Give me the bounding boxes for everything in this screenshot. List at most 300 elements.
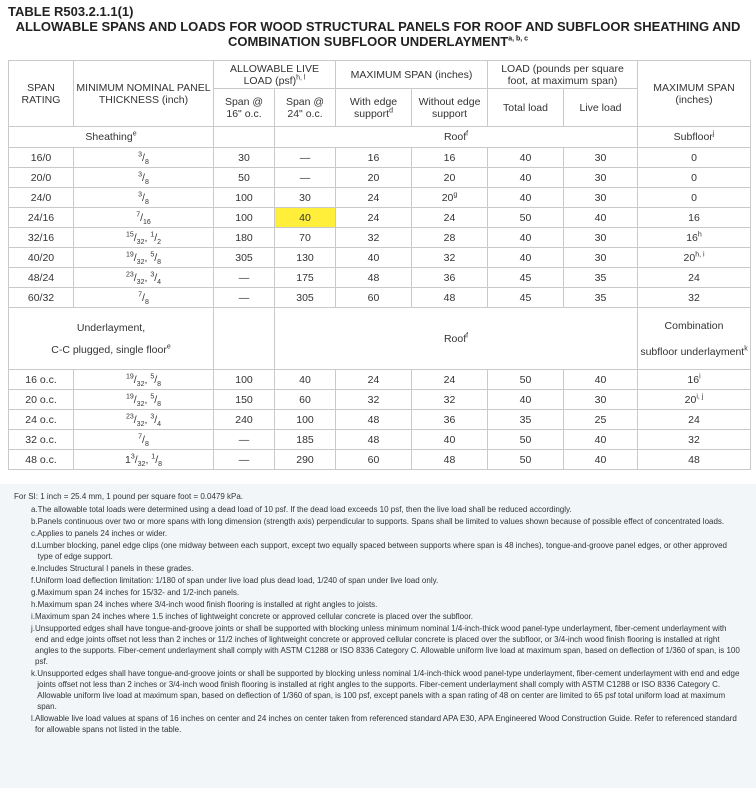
total-load-cell-value: 50 — [519, 433, 532, 446]
table-row — [9, 208, 751, 228]
span16-cell-value: — — [238, 453, 250, 466]
table-row — [9, 450, 751, 470]
span24-cell-value: 70 — [299, 231, 311, 244]
without-edge-cell — [412, 168, 488, 188]
fraction-numerator: 3 — [150, 413, 155, 420]
without-edge-cell — [412, 390, 488, 410]
section-underlayment — [9, 308, 214, 370]
without-edge-cell — [412, 188, 488, 208]
total-load-cell — [488, 188, 564, 208]
si-conversion-note: For SI: 1 inch = 25.4 mm, 1 pound per square foot = 0.0479 kPa. — [14, 492, 244, 501]
span24-cell — [275, 430, 336, 450]
with-edge-cell-value: 40 — [367, 251, 380, 264]
live-load-cell-value: 30 — [594, 251, 607, 264]
fraction-denominator: 8 — [157, 380, 162, 388]
footnote-marker: c. — [31, 529, 38, 538]
live-load-cell-value: 30 — [594, 231, 607, 244]
max-span-cell-footnote: h, i — [695, 251, 705, 258]
roof-footnote: f — [466, 332, 469, 339]
without-edge-cell-value: 32 — [443, 393, 456, 406]
header-with-edge-support: With edge support$^d$ — [336, 89, 412, 127]
total-load-cell-value: 45 — [519, 291, 532, 304]
total-load-cell-value: 40 — [519, 171, 532, 184]
footnote-item — [31, 563, 756, 574]
table-title-block — [0, 0, 756, 49]
span24-cell-value: 40 — [299, 211, 311, 224]
with-edge-cell-value: 24 — [367, 211, 380, 224]
footnote-marker: d. — [31, 541, 38, 550]
without-edge-cell-value: 48 — [443, 291, 456, 304]
span24-cell-value: 130 — [296, 251, 314, 264]
live-load-cell — [564, 228, 638, 248]
footnote-marker: g. — [31, 588, 38, 597]
footnote-marker: b. — [31, 517, 38, 526]
without-edge-cell — [412, 430, 488, 450]
span24-cell — [275, 268, 336, 288]
max-span-cell-footnote: h — [697, 231, 702, 238]
with-edge-cell-value: 24 — [367, 191, 380, 204]
span24-cell-value: 290 — [296, 453, 314, 466]
footnote-item — [31, 611, 756, 622]
footnote-text: Applies to panels 24 inches or wider. — [37, 529, 168, 538]
span16-cell — [214, 188, 275, 208]
section-subfloor: Subfloor$^j$ — [638, 127, 751, 148]
live-load-cell-value: 25 — [594, 413, 607, 426]
span16-cell-value: 150 — [235, 393, 253, 406]
footnote-text: Unsupported edges shall have tongue-and-groove joints or shall be supported with blocking unless minimum nominal 1/4-inch-thick wood panel-type underlayment, fiber-cement underlayment with end and edge joints offset not less than 2 inches or 11/2 inches of lightweight concrete or approved cellular concrete is placed over the subfloor, or 3/4-inch wood finish flooring is installed at right angles to the supports. Fiber-cement underlayment shall comply with ASTM C1288 or ISO 8336 Category C. Allowable uniform live load at maximum span, based on deflection of 1/360 of span, is 100 psf. — [35, 624, 740, 666]
footnotes — [0, 484, 756, 788]
span-rating-cell — [9, 370, 74, 390]
live-load-cell — [564, 208, 638, 228]
span24-cell — [275, 288, 336, 308]
max-span-cell-value: 16 — [688, 211, 700, 224]
max-span-cell — [638, 228, 751, 248]
span24-cell-value: 305 — [296, 291, 314, 304]
span-rating-cell-value: 24 o.c. — [25, 413, 57, 426]
cc-plugged-footnote: e — [166, 343, 171, 350]
max-span-cell — [638, 188, 751, 208]
with-edge-cell — [336, 370, 412, 390]
fraction-denominator: 32 — [136, 278, 145, 286]
footnote-text: Maximum span 24 inches where 3/4-inch wood finish flooring is installed at right angles to joists. — [37, 600, 378, 609]
table-title-line2: COMBINATION SUBFLOOR UNDERLAYMENT$^{a, b, c}$ — [227, 34, 529, 49]
span-rating-cell — [9, 208, 74, 228]
footnote-marker: k. — [31, 669, 38, 678]
table-title-line1: ALLOWABLE SPANS AND LOADS FOR WOOD STRUCTURAL PANELS FOR ROOF AND SUBFLOOR SHEATHING AND — [15, 19, 741, 34]
without-edge-cell-value: 16 — [443, 151, 456, 164]
fraction-denominator: 32 — [136, 400, 145, 408]
span16-cell — [214, 148, 275, 168]
footnote-text: Maximum span 24 inches where 1.5 inches of lightweight concrete or approved cellular concrete is placed over the subfloor. — [35, 612, 474, 621]
live-load-cell — [564, 168, 638, 188]
fraction-denominator: 8 — [144, 158, 149, 166]
thickness-cell: $^7/_8$ — [74, 288, 214, 308]
span24-cell — [275, 188, 336, 208]
live-load-cell-value: 30 — [594, 171, 607, 184]
span16-cell-value: 180 — [235, 231, 253, 244]
max-span-cell-value: 32 — [688, 433, 700, 446]
span24-cell — [275, 228, 336, 248]
total-load-cell — [488, 248, 564, 268]
span16-cell — [214, 288, 275, 308]
footnote-text: Maximum span 24 inches for 15/32- and 1/2-inch panels. — [37, 588, 240, 597]
span16-cell-value: — — [238, 433, 250, 446]
span24-cell-value: 30 — [299, 191, 311, 204]
with-edge-cell-value: 32 — [367, 231, 380, 244]
total-load-cell — [488, 370, 564, 390]
with-edge-cell-value: 16 — [367, 151, 380, 164]
without-edge-cell-value: 48 — [443, 453, 456, 466]
span24-cell — [275, 450, 336, 470]
without-edge-cell — [412, 208, 488, 228]
span-rating-cell — [9, 168, 74, 188]
live-load-cell — [564, 450, 638, 470]
span-rating-cell-value: 16 o.c. — [25, 373, 57, 386]
span-rating-cell — [9, 148, 74, 168]
footnote-marker: e. — [31, 564, 38, 573]
span16-cell — [214, 208, 275, 228]
table-row — [9, 188, 751, 208]
footnote-text: Lumber blocking, panel edge clips (one midway between each support, except two equally spaced between supports where span is 48 inches), tongue-and-groove panel edges, or other approved type of edge support. — [37, 541, 727, 561]
thickness-cell: $^7/_{16}$ — [74, 208, 214, 228]
total-load-cell — [488, 450, 564, 470]
total-load-cell — [488, 410, 564, 430]
fraction-denominator: 8 — [144, 298, 149, 306]
span24-cell-value: 40 — [299, 373, 311, 386]
total-load-cell — [488, 148, 564, 168]
footnote-marker: f. — [31, 576, 36, 585]
footnote-item — [31, 504, 756, 515]
max-span-cell — [638, 288, 751, 308]
table-row — [9, 148, 751, 168]
fraction-numerator: 1 — [151, 453, 156, 460]
live-load-cell — [564, 410, 638, 430]
fraction-numerator: 23 — [125, 413, 134, 420]
live-load-cell-value: 40 — [594, 453, 607, 466]
max-span-cell-value: 0 — [691, 171, 697, 184]
footnote-item — [31, 668, 756, 712]
span16-cell-value: 50 — [238, 171, 250, 184]
total-load-cell-value: 40 — [519, 191, 532, 204]
live-load-cell-value: 40 — [594, 211, 607, 224]
with-edge-cell — [336, 430, 412, 450]
live-load-cell-value: 35 — [594, 291, 607, 304]
thickness-cell: $^{19}/_{32}$, $^5/_8$ — [74, 248, 214, 268]
with-edge-cell-value: 20 — [367, 171, 380, 184]
total-load-cell-value: 45 — [519, 271, 532, 284]
footnote-marker: h. — [31, 600, 38, 609]
section-combination — [638, 308, 751, 370]
span24-cell — [275, 168, 336, 188]
header-maximum-span-right: MAXIMUM SPAN (inches) — [638, 61, 751, 127]
footnote-text: Panels continuous over two or more spans with long dimension (strength axis) perpendicular to supports. Spans shall be limited to values shown because of possible effect of concentrated loads. — [37, 517, 725, 526]
footnote-item — [31, 516, 756, 527]
max-span-cell — [638, 450, 751, 470]
with-edge-cell — [336, 410, 412, 430]
footnote-marker: a. — [31, 505, 38, 514]
underlayment-label: Underlayment, — [76, 321, 146, 334]
total-load-cell — [488, 168, 564, 188]
max-span-cell-value: 48 — [688, 453, 700, 466]
span-rating-cell — [9, 430, 74, 450]
thickness-cell: $1^3/_{32}$, $^1/_8$ — [74, 450, 214, 470]
without-edge-cell — [412, 148, 488, 168]
max-span-cell-value: 0 — [691, 191, 697, 204]
fraction-numerator: 19 — [125, 393, 134, 400]
fraction-denominator: 32 — [136, 380, 145, 388]
live-load-cell — [564, 148, 638, 168]
span24-cell — [275, 148, 336, 168]
live-load-cell-value: 40 — [594, 433, 607, 446]
footnote-item — [31, 528, 756, 539]
max-span-cell-value: 20 — [683, 251, 696, 264]
span24-cell-value: — — [299, 171, 311, 184]
footnote-text: Unsupported edges shall have tongue-and-groove joints or shall be supported by blocking unless nominal 1/4-inch-thick wood panel-type underlayment, fiber-cement underlayment with end and edge joints offset not less than 2 inches or 3/4-inch wood finish flooring is installed at right angles to the supports. Fiber-cement underlayment shall comply with ASTM C1288 or ISO 8336 Category C. Allowable uniform live load at maximum span, based on deflection of 1/360 of span, is 100 psf, except panels with a span rating of 48 on center are limited to 65 psf total uniform load at maximum span. — [37, 669, 740, 711]
max-span-cell — [638, 148, 751, 168]
fraction-numerator: 5 — [150, 393, 155, 400]
total-load-cell — [488, 390, 564, 410]
header-load: LOAD (pounds per square foot, at maximum span) — [488, 61, 638, 89]
span-rating-cell — [9, 228, 74, 248]
live-load-cell-value: 35 — [594, 271, 607, 284]
table-row — [9, 390, 751, 410]
max-span-cell — [638, 208, 751, 228]
footnote-item — [31, 540, 756, 562]
table-row — [9, 228, 751, 248]
span16-cell — [214, 228, 275, 248]
max-span-cell-value: 16 — [686, 231, 698, 244]
span24-cell — [275, 410, 336, 430]
thickness-cell: $^{15}/_{32}$, $^1/_2$ — [74, 228, 214, 248]
table-row — [9, 168, 751, 188]
fraction-numerator: 5 — [150, 251, 155, 258]
live-load-cell-value: 40 — [594, 373, 607, 386]
without-edge-cell — [412, 450, 488, 470]
without-edge-cell-value: 32 — [443, 251, 456, 264]
with-edge-cell — [336, 390, 412, 410]
without-edge-cell-value: 20 — [441, 191, 454, 204]
fraction-numerator: 3 — [138, 191, 143, 198]
thickness-cell: $^{19}/_{32}$, $^5/_8$ — [74, 390, 214, 410]
max-span-cell — [638, 370, 751, 390]
max-span-cell — [638, 410, 751, 430]
with-edge-cell-value: 48 — [367, 413, 380, 426]
without-edge-cell-value: 28 — [443, 231, 456, 244]
span24-cell-value: 175 — [296, 271, 314, 284]
fraction-numerator: 3 — [138, 151, 143, 158]
footnote-item — [31, 587, 756, 598]
without-edge-cell — [412, 248, 488, 268]
header-span-rating: SPAN RATING — [9, 61, 74, 127]
fraction-denominator: 8 — [144, 198, 149, 206]
total-load-cell — [488, 228, 564, 248]
span24-cell-value: 60 — [299, 393, 311, 406]
thickness-cell: $^{19}/_{32}$, $^5/_8$ — [74, 370, 214, 390]
fraction-numerator: 1 — [150, 231, 155, 238]
footnote-marker: j. — [31, 624, 35, 633]
span24-cell — [275, 208, 336, 228]
thickness-cell: $^3/_8$ — [74, 168, 214, 188]
total-load-cell-value: 40 — [519, 231, 532, 244]
span24-cell-value: 185 — [296, 433, 314, 446]
thickness-cell: $^{23}/_{32}$, $^3/_4$ — [74, 268, 214, 288]
max-span-cell — [638, 248, 751, 268]
fraction-numerator: 19 — [125, 373, 134, 380]
total-load-cell — [488, 430, 564, 450]
span16-cell — [214, 248, 275, 268]
max-span-cell-footnote: i, j — [696, 393, 704, 400]
without-edge-cell-value: 36 — [443, 271, 456, 284]
span-rating-cell-value: 24/0 — [30, 191, 52, 204]
footnote-item — [31, 575, 756, 586]
span-rating-cell-value: 20/0 — [30, 171, 52, 184]
span16-cell — [214, 370, 275, 390]
fraction-denominator: 32 — [136, 258, 145, 266]
thickness-cell: $^{23}/_{32}$, $^3/_4$ — [74, 410, 214, 430]
footnote-marker: l. — [31, 714, 35, 723]
table-number: TABLE R503.2.1.1(1) — [8, 4, 134, 19]
span-load-table — [8, 60, 751, 470]
fraction-numerator: 7 — [138, 291, 143, 298]
fraction-numerator: 23 — [125, 271, 134, 278]
without-edge-cell-value: 40 — [443, 433, 456, 446]
fraction-denominator: 2 — [157, 238, 162, 246]
without-edge-cell — [412, 228, 488, 248]
max-span-cell-footnote: i — [699, 373, 701, 380]
footnote-text: The allowable total loads were determined using a dead load of 10 psf. If the dead load exceeds 10 psf, then the live load shall be reduced accordingly. — [37, 505, 572, 514]
span16-cell-value: 100 — [235, 373, 253, 386]
footnote-marker: i. — [31, 612, 35, 621]
header-min-thickness: MINIMUM NOMINAL PANEL THICKNESS (inch) — [74, 61, 214, 127]
header-live-load: Live load — [564, 89, 638, 127]
span24-cell-value: — — [299, 151, 311, 164]
max-span-cell-value: 32 — [688, 291, 700, 304]
with-edge-cell — [336, 168, 412, 188]
footnote-item — [31, 713, 756, 735]
total-load-cell — [488, 268, 564, 288]
span-rating-cell-value: 32 o.c. — [25, 433, 57, 446]
fraction-denominator: 32 — [137, 460, 146, 468]
max-span-cell — [638, 268, 751, 288]
span16-cell-value: 240 — [235, 413, 253, 426]
max-span-cell-value: 24 — [688, 413, 700, 426]
with-edge-cell — [336, 148, 412, 168]
header-maximum-span: MAXIMUM SPAN (inches) — [336, 61, 488, 89]
footnote-list — [0, 504, 756, 735]
span-rating-cell — [9, 268, 74, 288]
span16-cell — [214, 410, 275, 430]
span16-cell-value: — — [238, 271, 250, 284]
span16-cell-value: 100 — [235, 191, 253, 204]
span-rating-cell — [9, 390, 74, 410]
max-span-cell-value: 24 — [688, 271, 700, 284]
with-edge-cell-value: 60 — [367, 453, 380, 466]
span24-cell-value: 100 — [296, 413, 314, 426]
header-allowable-live-load: ALLOWABLE LIVE LOAD (psf)$^{h, l}$ — [214, 61, 336, 89]
total-load-cell — [488, 208, 564, 228]
span24-cell — [275, 390, 336, 410]
footnote-text: Includes Structural I panels in these grades. — [37, 564, 194, 573]
without-edge-cell — [412, 288, 488, 308]
fraction-denominator: 32 — [136, 420, 145, 428]
cc-plugged-text: C-C plugged, single floor — [51, 343, 167, 356]
max-span-cell — [638, 390, 751, 410]
live-load-cell — [564, 248, 638, 268]
table-row — [9, 288, 751, 308]
span-rating-cell-value: 16/0 — [30, 151, 52, 164]
fraction-denominator: 4 — [157, 278, 162, 286]
live-load-cell-value: 30 — [594, 191, 607, 204]
span16-cell-value: 100 — [235, 211, 253, 224]
fraction-numerator: 5 — [150, 373, 155, 380]
span-rating-cell — [9, 188, 74, 208]
span24-cell — [275, 248, 336, 268]
live-load-cell — [564, 370, 638, 390]
fraction-numerator: 3 — [130, 453, 135, 460]
live-load-cell — [564, 390, 638, 410]
without-edge-cell-value: 24 — [443, 211, 456, 224]
table-row — [9, 268, 751, 288]
max-span-cell-value: 20 — [684, 393, 697, 406]
roof-label: Roof — [443, 332, 467, 345]
live-load-cell-value: 30 — [594, 393, 607, 406]
cc-plugged-label — [11, 339, 211, 361]
total-load-cell-value: 35 — [519, 413, 532, 426]
fraction-denominator: 8 — [157, 258, 162, 266]
thickness-cell: $^7/_8$ — [74, 430, 214, 450]
live-load-cell — [564, 188, 638, 208]
footnote-item — [31, 623, 756, 667]
total-load-cell-value: 40 — [519, 151, 532, 164]
span-rating-cell — [9, 288, 74, 308]
span-rating-cell-value: 40/20 — [27, 251, 55, 264]
span-rating-cell-value: 32/16 — [27, 231, 55, 244]
header-without-edge-support: Without edge support — [412, 89, 488, 127]
fraction-denominator: 8 — [144, 440, 149, 448]
footnote-item — [31, 599, 756, 610]
without-edge-cell-value: 36 — [443, 413, 456, 426]
fraction-numerator: 3 — [150, 271, 155, 278]
combination-label: Combination — [664, 319, 724, 332]
without-edge-cell — [412, 410, 488, 430]
fraction-numerator: 3 — [138, 171, 143, 178]
combination-sublabel-text: subfloor underlayment — [640, 345, 745, 358]
max-span-cell — [638, 430, 751, 450]
span-rating-cell — [9, 410, 74, 430]
span-rating-cell-value: 48/24 — [27, 271, 55, 284]
table-row — [9, 248, 751, 268]
span-rating-cell — [9, 248, 74, 268]
with-edge-cell — [336, 268, 412, 288]
live-load-cell-value: 30 — [594, 151, 607, 164]
without-edge-cell-footnote: g — [453, 191, 458, 198]
table-row — [9, 430, 751, 450]
total-load-cell — [488, 288, 564, 308]
with-edge-cell-value: 32 — [367, 393, 380, 406]
span16-cell — [214, 430, 275, 450]
fraction-denominator: 8 — [157, 400, 162, 408]
header-span-16: Span @ 16" o.c. — [214, 89, 275, 127]
section-sheathing: Sheathing$^e$ — [9, 127, 214, 148]
without-edge-cell — [412, 370, 488, 390]
fraction-denominator: 8 — [144, 178, 149, 186]
with-edge-cell — [336, 450, 412, 470]
without-edge-cell-value: 20 — [443, 171, 456, 184]
total-load-cell-value: 50 — [519, 453, 532, 466]
header-span-24: Span @ 24" o.c. — [275, 89, 336, 127]
section-underlayment-row — [9, 308, 751, 370]
fraction-denominator: 4 — [157, 420, 162, 428]
